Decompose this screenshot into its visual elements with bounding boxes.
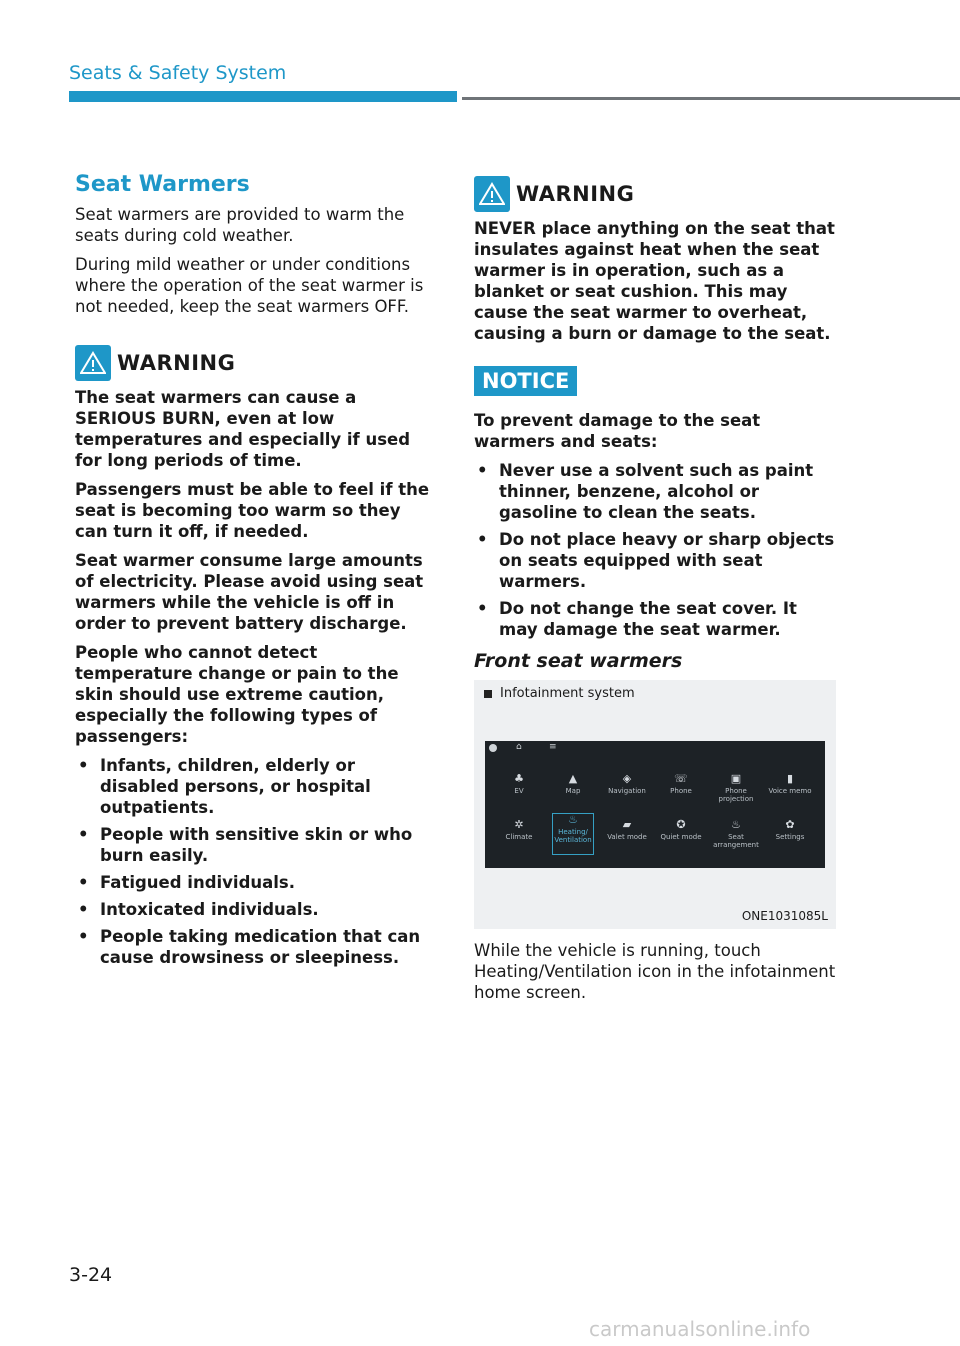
seat-warmers-heading: Seat Warmers — [75, 172, 250, 197]
settings-icon: ✿ — [785, 818, 795, 831]
left-column — [75, 172, 437, 974]
warning-label: WARNING — [117, 351, 236, 375]
list-item: • Fatigued individuals. — [78, 873, 296, 892]
list-item: • Never use a solvent such as paint thinner, benzene, alcohol or gasoline to clean the seats. — [477, 461, 814, 522]
front-seat-warmers-heading: Front seat warmers — [474, 650, 683, 672]
profile-dot-icon — [489, 744, 497, 752]
list-item: • Infants, children, elderly or disabled persons, or hospital outpatients. — [78, 756, 371, 817]
right-column — [474, 176, 836, 1011]
warning-icon — [474, 176, 510, 212]
valet-icon: ▰ — [622, 818, 632, 831]
header-bar-accent — [69, 91, 457, 102]
home-icon: ⌂ — [516, 742, 522, 752]
voice-memo-icon: ▮ — [786, 772, 794, 785]
warning-header-right — [474, 176, 836, 212]
tile-phone-projection[interactable]: ▣ Phone projection — [709, 775, 763, 803]
tile-valet-mode[interactable]: ▰ Valet mode — [600, 821, 654, 841]
tile-settings[interactable]: ✿ Settings — [763, 821, 817, 841]
warning-text-3: Seat warmer consume large amounts of electricity. Please avoid using seat warmers while the vehicle is off in order to prevent battery discharge. — [75, 551, 424, 633]
passenger-type-list — [75, 755, 437, 968]
notice-text: To prevent damage to the seat warmers and seats: — [474, 411, 761, 451]
climate-icon: ✲ — [514, 818, 524, 831]
warning-icon — [75, 345, 111, 381]
infotainment-figure — [474, 680, 836, 929]
list-item: • People taking medication that can cause drowsiness or sleepiness. — [78, 927, 421, 967]
tile-quiet-mode[interactable]: ✪ Quiet mode — [654, 821, 708, 841]
warning-text-4: People who cannot detect temperature change or pain to the skin should use extreme caution, especially the following types of passengers: — [75, 643, 399, 746]
tile-map[interactable]: ▲ Map — [546, 775, 600, 795]
page-number: 3-24 — [69, 1264, 113, 1286]
list-item: • People with sensitive skin or who burn easily. — [78, 825, 413, 865]
section-title: Seats & Safety System — [69, 62, 287, 84]
list-item: • Intoxicated individuals. — [78, 900, 319, 919]
header-bar-rule — [462, 97, 960, 100]
navigation-icon: ◈ — [622, 772, 632, 785]
tile-heating-ventilation[interactable]: ♨ Heating/ Ventilation — [552, 813, 594, 855]
intro-paragraph-1: Seat warmers are provided to warm the seats during cold weather. — [75, 205, 405, 245]
instruction-text: While the vehicle is running, touch Heating/Ventilation icon in the infotainment home screen. — [474, 941, 836, 1002]
warning-text-seat: NEVER place anything on the seat that insulates against heat when the seat warmer is in operation, such as a blanket or seat cushion. This may cause the seat warmer to overheat, causing a burn or damage to the seat. — [474, 219, 835, 343]
warning-label: WARNING — [516, 182, 635, 206]
tile-phone[interactable]: ☏ Phone — [654, 775, 708, 795]
ev-icon: ♣ — [514, 772, 524, 785]
phone-icon: ☏ — [674, 772, 688, 785]
square-bullet-icon — [484, 690, 492, 698]
seat-arrangement-icon: ♨ — [731, 818, 741, 831]
tile-seat-arrangement[interactable]: ♨ Seat arrangement — [709, 821, 763, 849]
notice-list — [474, 460, 836, 640]
tile-climate[interactable]: ✲ Climate — [492, 821, 546, 841]
notice-badge: NOTICE — [474, 366, 577, 396]
infotainment-screen — [485, 741, 825, 868]
figure-caption: Infotainment system — [484, 686, 635, 701]
watermark: carmanualsonline.info — [589, 1317, 811, 1341]
map-icon: ▲ — [568, 772, 578, 785]
seat-heater-icon: ♨ — [568, 813, 578, 826]
tile-voice-memo[interactable]: ▮ Voice memo — [763, 775, 817, 795]
menu-icon: ≡ — [549, 742, 557, 752]
warning-text-1: The seat warmers can cause a SERIOUS BURN, even at low temperatures and especially if used for long periods of time. — [75, 388, 411, 470]
phone-projection-icon: ▣ — [730, 772, 742, 785]
intro-paragraph-2: During mild weather or under conditions where the operation of the seat warmer is not needed, keep the seat warmers OFF. — [75, 255, 424, 316]
list-item: • Do not change the seat cover. It may damage the seat warmer. — [477, 599, 797, 639]
tile-navigation[interactable]: ◈ Navigation — [600, 775, 654, 795]
list-item: • Do not place heavy or sharp objects on seats equipped with seat warmers. — [477, 530, 835, 591]
warning-header-left — [75, 345, 437, 381]
quiet-mode-icon: ✪ — [676, 818, 686, 831]
figure-code: ONE1031085L — [741, 909, 828, 923]
tile-ev[interactable]: ♣ EV — [492, 775, 546, 795]
warning-text-2: Passengers must be able to feel if the seat is becoming too warm so they can turn it off, if needed. — [75, 480, 430, 541]
